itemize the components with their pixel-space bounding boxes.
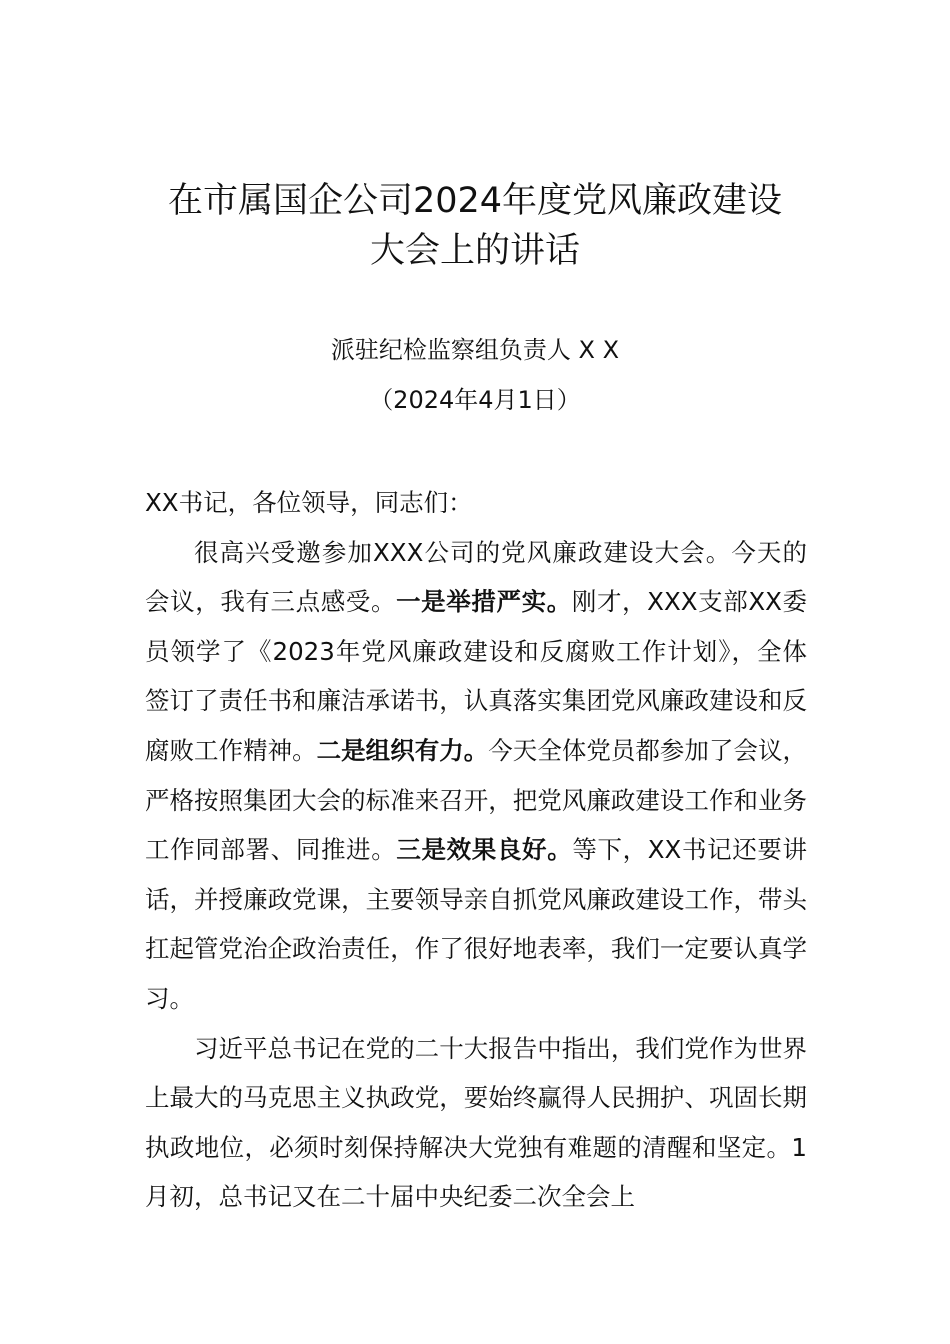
title-line-2: 大会上的讲话 xyxy=(369,231,580,271)
document-title xyxy=(0,176,950,276)
paragraph-1-text-3: 今天全体党员都参加了会议，严格按照集团大会的标准来召开，把党风廉政建设工作和业务工作同部署、同推进。 xyxy=(145,735,808,865)
paragraph-1 xyxy=(145,528,807,1024)
author-line: 派驻纪检监察组负责人 X X xyxy=(330,336,620,364)
document-body xyxy=(145,478,807,1222)
paragraph-2: 习近平总书记在党的二十大报告中指出，我们党作为世界上最大的马克思主义执政党，要始终赢得人民拥护、巩固长期执政地位，必须时刻保持解决大党独有难题的清醒和坚定。1月初，总书记又在二十届中央纪委二次全会上 xyxy=(145,1033,807,1212)
paragraph-1-bold-3: 三是效果良好。 xyxy=(396,835,573,865)
paragraph-1-bold-1: 一是举措严实。 xyxy=(396,587,572,617)
paragraph-1-bold-2: 二是组织有力。 xyxy=(316,735,489,765)
paragraph-1-text-4: 等下，XX书记还要讲话，并授廉政党课，主要领导亲自抓党风廉政建设工作，带头扛起管党治企政治责任，作了很好地表率，我们一定要认真学习。 xyxy=(145,835,808,1013)
salutation: XX书记，各位领导，同志们： xyxy=(145,488,473,517)
title-line-1: 在市属国企公司2024年度党风廉政建设 xyxy=(167,181,783,221)
date-line: （2024年4月1日） xyxy=(369,386,581,414)
paragraph-1-text-2: 刚才，XXX支部XX委员领学了《2023年党风廉政建设和反腐败工作计划》，全体签订了责任书和廉洁承诺书，认真落实集团党风廉政建设和反腐败工作精神。 xyxy=(145,587,808,765)
paragraph-1-text-1: 很高兴受邀参加XXX公司的党风廉政建设大会。今天的会议，我有三点感受。 xyxy=(145,537,807,617)
